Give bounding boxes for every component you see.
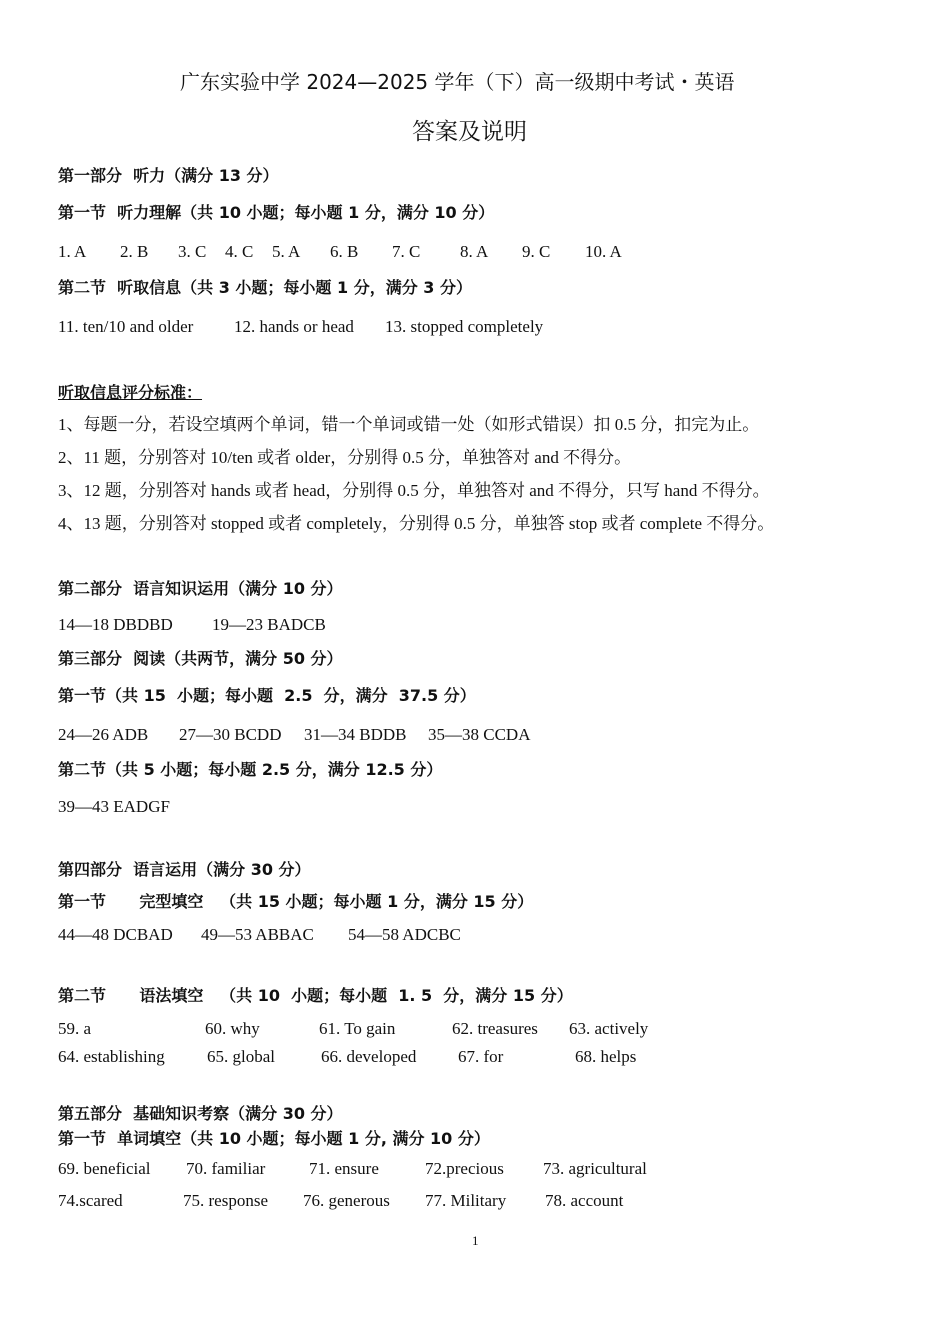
document-subtitle: 答案及说明	[412, 119, 527, 145]
part3-heading: 第三部分 阅读（共两节，满分 50 分）	[58, 649, 343, 668]
answer-62: 62. treasures	[452, 1019, 538, 1038]
part5-heading: 第五部分 基础知识考察（满分 30 分）	[58, 1104, 343, 1123]
answer-3: 3. C	[178, 242, 207, 261]
answers-14-18: 14—18 DBDBD	[58, 615, 173, 634]
answer-8: 8. A	[460, 242, 489, 261]
answer-63: 63. actively	[569, 1019, 649, 1038]
answer-67: 67. for	[458, 1047, 504, 1066]
answer-77: 77. Military	[425, 1191, 507, 1210]
rubric-heading: 听取信息评分标准：	[58, 383, 203, 402]
answer-59: 59. a	[58, 1019, 92, 1038]
rubric-item-3: 3、12 题，分别答对 hands 或者 head，分别得 0.5 分，单独答对 and 不得分，只写 hand 不得分。	[58, 481, 770, 500]
answers-49-53: 49—53 ABBAC	[201, 925, 314, 944]
part5-section1-heading: 第一节 单词填空（共 10 小题；每小题 1 分, 满分 10 分）	[58, 1129, 490, 1148]
part1-section1-heading: 第一节 听力理解（共 10 小题；每小题 1 分，满分 10 分）	[58, 203, 495, 222]
answer-78: 78. account	[545, 1191, 624, 1210]
answer-60: 60. why	[205, 1019, 260, 1038]
answer-6: 6. B	[330, 242, 359, 261]
answer-1: 1. A	[58, 242, 87, 261]
answer-76: 76. generous	[303, 1191, 390, 1210]
part4-section1-heading: 第一节 完型填空 （共 15 小题；每小题 1 分，满分 15 分）	[58, 892, 534, 911]
answer-74: 74.scared	[58, 1191, 123, 1210]
part4-section2-heading: 第二节 语法填空 （共 10 小题；每小题 1. 5 分，满分 15 分）	[58, 986, 573, 1005]
answer-71: 71. ensure	[309, 1159, 379, 1178]
answers-39-43: 39—43 EADGF	[58, 797, 170, 816]
answer-10: 10. A	[585, 242, 622, 261]
answer-73: 73. agricultural	[543, 1159, 647, 1178]
part3-section1-heading: 第一节（共 15 小题；每小题 2.5 分，满分 37.5 分）	[58, 686, 476, 705]
page-number: 1	[472, 1233, 479, 1248]
answer-12: 12. hands or head	[234, 317, 354, 336]
rubric-item-4: 4、13 题，分别答对 stopped 或者 completely，分别得 0.5 分，单独答 stop 或者 complete 不得分。	[58, 514, 775, 533]
document-title: 广东实验中学 2024—2025 学年（下）高一级期中考试・英语	[180, 70, 735, 94]
answers-44-48: 44—48 DCBAD	[58, 925, 173, 944]
part1-section2-heading: 第二节 听取信息（共 3 小题；每小题 1 分，满分 3 分）	[58, 278, 472, 297]
part2-heading: 第二部分 语言知识运用（满分 10 分）	[58, 579, 343, 598]
rubric-item-2: 2、11 题，分别答对 10/ten 或者 older，分别得 0.5 分，单独答对 and 不得分。	[58, 448, 632, 467]
answers-24-26: 24—26 ADB	[58, 725, 149, 744]
answers-19-23: 19—23 BADCB	[212, 615, 326, 634]
answers-31-34: 31—34 BDDB	[304, 725, 407, 744]
answer-65: 65. global	[207, 1047, 275, 1066]
answer-11: 11. ten/10 and older	[58, 317, 194, 336]
rubric-item-1: 1、每题一分，若设空填两个单词，错一个单词或错一处（如形式错误）扣 0.5 分，扣完为止。	[58, 415, 760, 434]
answers-27-30: 27—30 BCDD	[179, 725, 282, 744]
answer-68: 68. helps	[575, 1047, 637, 1066]
answer-75: 75. response	[183, 1191, 268, 1210]
answer-72: 72.precious	[425, 1159, 504, 1178]
answer-70: 70. familiar	[186, 1159, 266, 1178]
answers-35-38: 35—38 CCDA	[428, 725, 531, 744]
answers-54-58: 54—58 ADCBC	[348, 925, 461, 944]
answer-61: 61. To gain	[319, 1019, 396, 1038]
answer-13: 13. stopped completely	[385, 317, 544, 336]
answer-2: 2. B	[120, 242, 149, 261]
answer-5: 5. A	[272, 242, 301, 261]
part3-section2-heading: 第二节（共 5 小题；每小题 2.5 分，满分 12.5 分）	[58, 760, 443, 779]
answer-66: 66. developed	[321, 1047, 417, 1066]
answer-69: 69. beneficial	[58, 1159, 151, 1178]
part4-heading: 第四部分 语言运用（满分 30 分）	[58, 860, 311, 879]
answer-4: 4. C	[225, 242, 254, 261]
answer-9: 9. C	[522, 242, 551, 261]
answer-7: 7. C	[392, 242, 421, 261]
answer-64: 64. establishing	[58, 1047, 165, 1066]
part1-heading: 第一部分 听力（满分 13 分）	[58, 166, 279, 185]
